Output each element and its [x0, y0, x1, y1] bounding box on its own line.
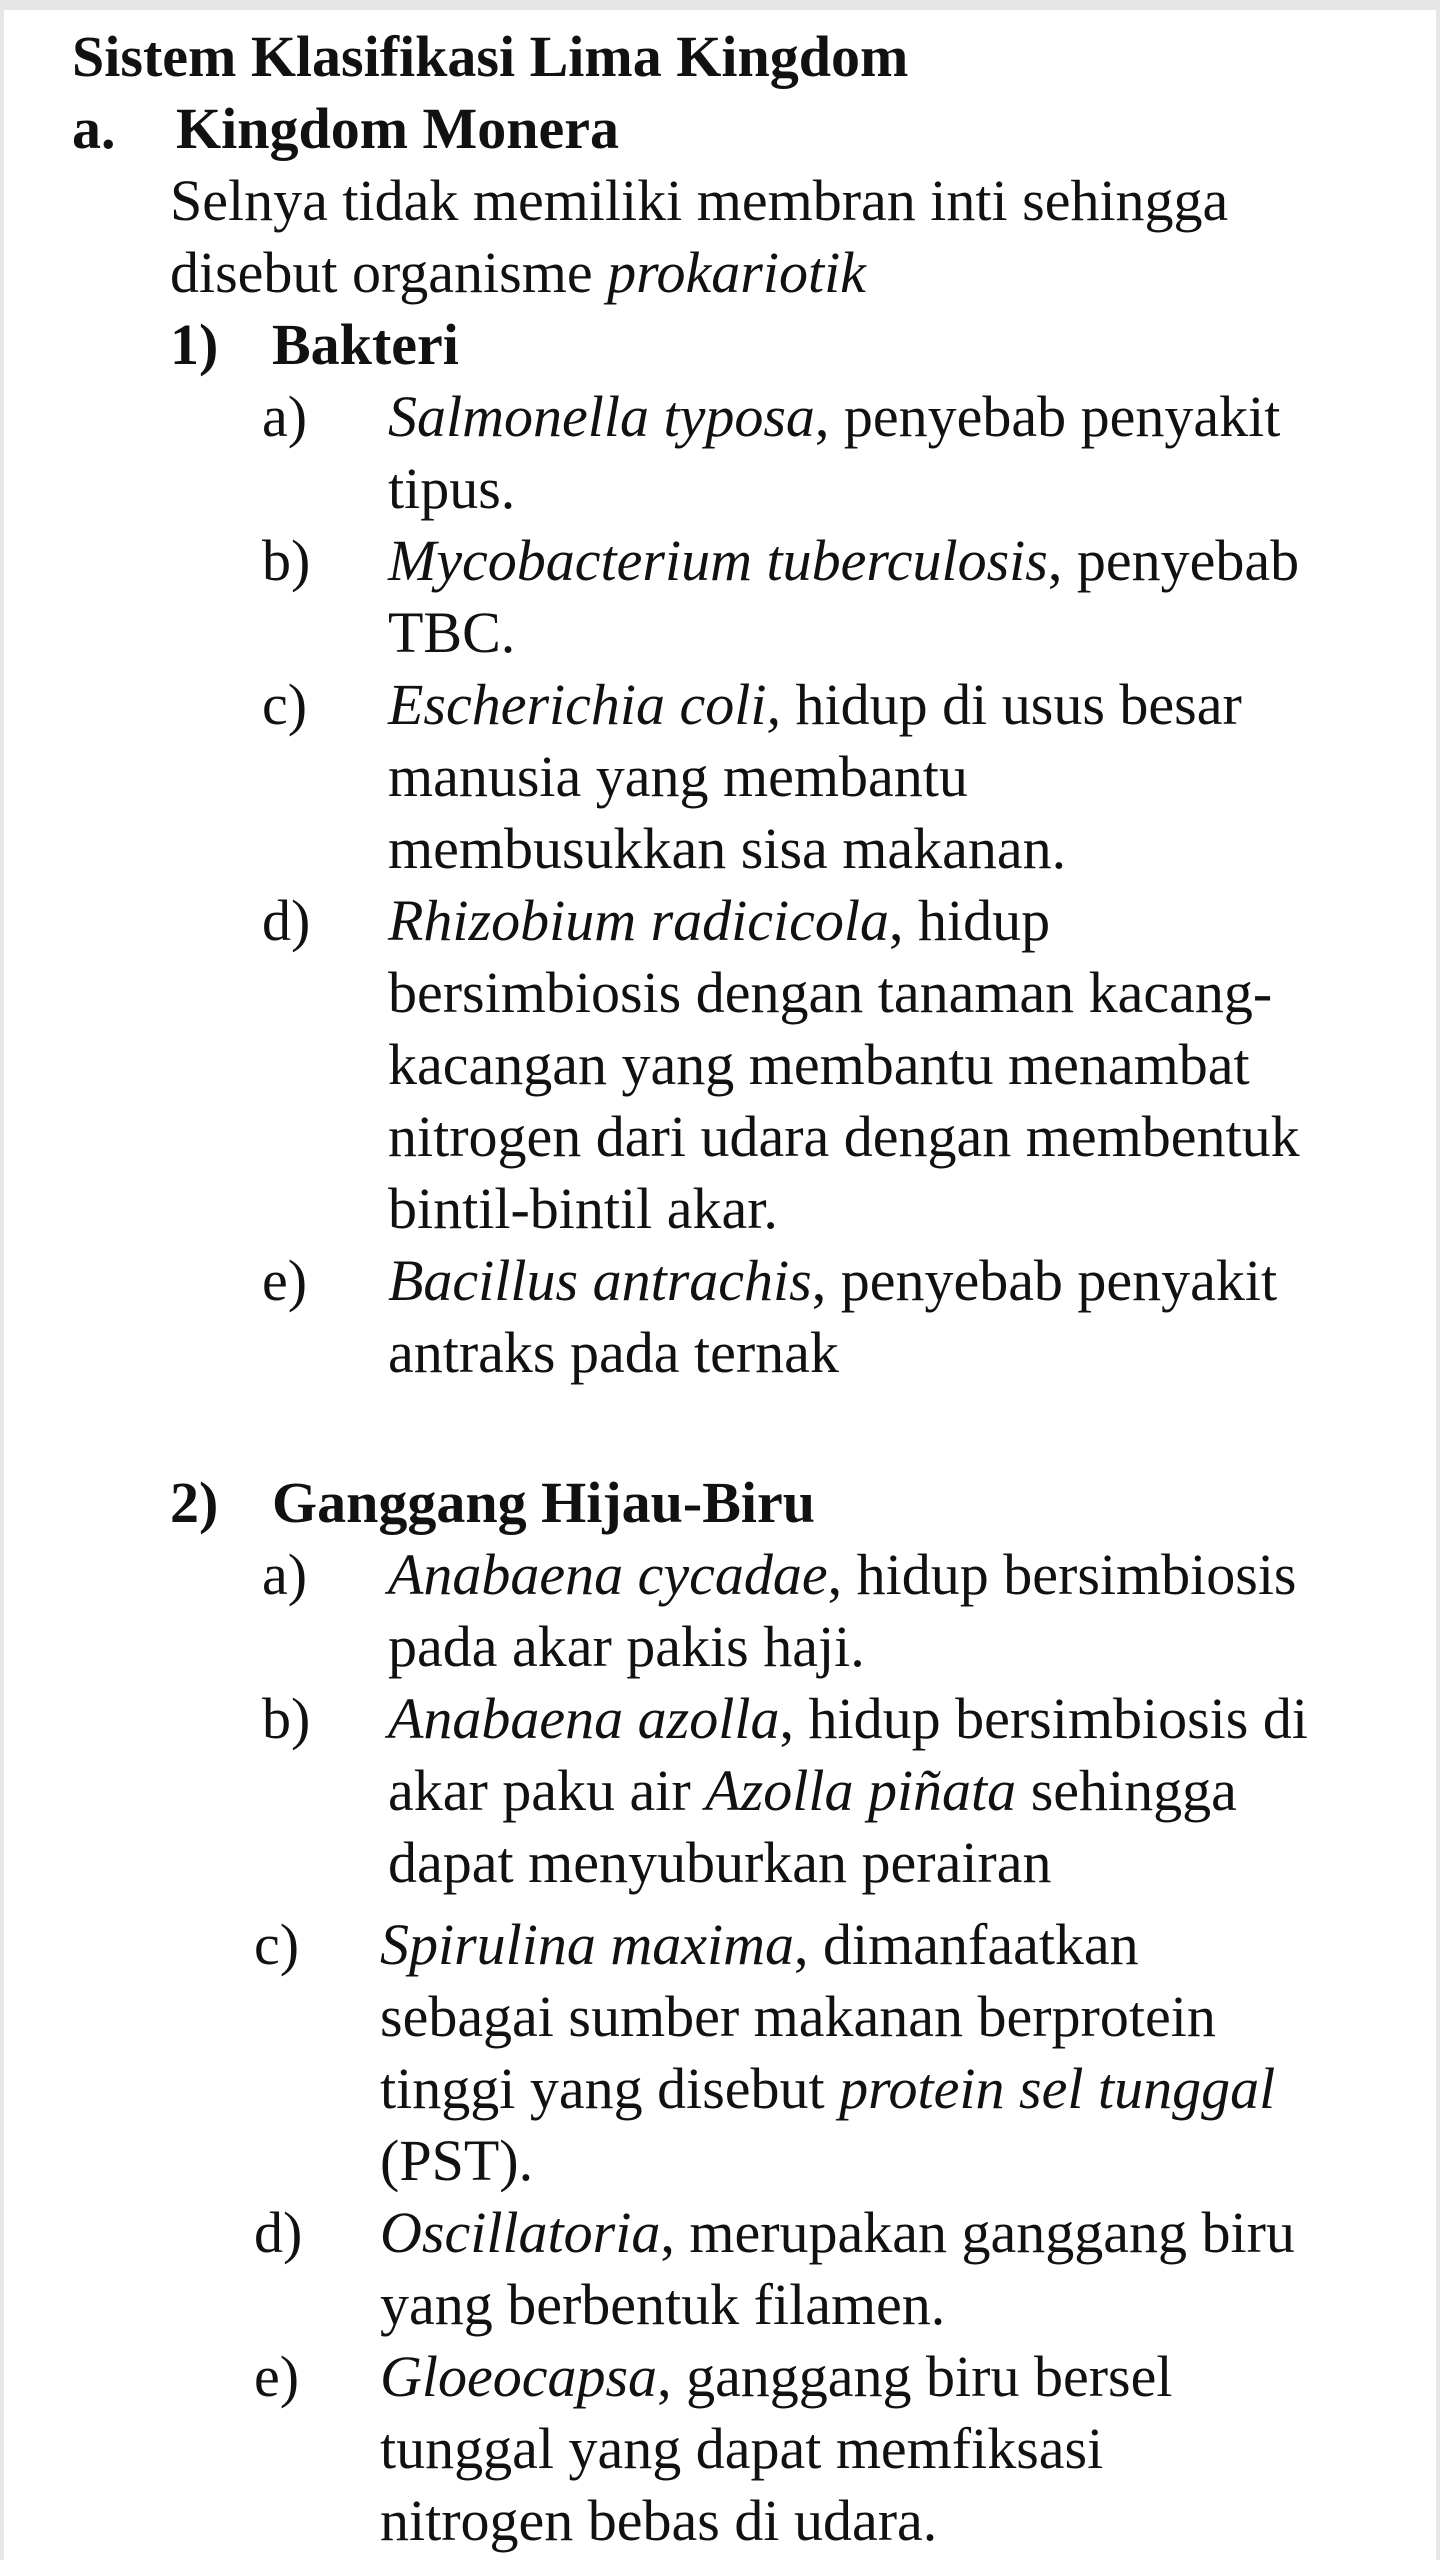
species-name: Spirulina maxima — [380, 1912, 795, 1977]
list-item-text: bintil-bintil akar. — [388, 1176, 778, 1241]
list-item-text: TBC. — [388, 600, 516, 665]
list-item-text: membusukkan sisa makanan. — [388, 816, 1067, 881]
species-name: Gloeocapsa — [380, 2344, 658, 2409]
list-item-marker: d) — [262, 888, 311, 953]
list-item-text: dapat menyuburkan perairan — [388, 1830, 1052, 1895]
list-item-text: Anabaena cycadae, hidup bersimbiosis — [388, 1542, 1297, 1607]
section-marker: a. — [72, 96, 116, 161]
list-item-text: sebagai sumber makanan berprotein — [380, 1984, 1216, 2049]
term: protein sel tunggal — [839, 2056, 1276, 2121]
list-item-text: kacangan yang membantu menambat — [388, 1032, 1250, 1097]
list-item-marker: e) — [254, 2344, 300, 2409]
list-item-text: Rhizobium radicicola, hidup — [388, 888, 1051, 953]
list-item-marker: b) — [262, 1686, 311, 1751]
species-name: Escherichia coli, — [388, 672, 782, 737]
species-name: Anabaena azolla — [388, 1686, 780, 1751]
list-item-text: manusia yang membantu — [388, 744, 968, 809]
list-item-marker: a) — [262, 1542, 308, 1607]
list-item-text: tipus. — [388, 456, 516, 521]
intro-term: prokariotik — [607, 240, 866, 305]
species-name: Salmonella typosa — [388, 384, 815, 449]
list-item-text: Salmonella typosa, penyebab penyakit — [388, 384, 1281, 449]
list-item-marker: b) — [262, 528, 311, 593]
section-heading: Kingdom Monera — [176, 96, 620, 161]
list-item-text: yang berbentuk filamen. — [380, 2272, 946, 2337]
list-item-text: Spirulina maxima, dimanfaatkan — [380, 1912, 1139, 1977]
subsection-heading-bakteri: Bakteri — [272, 312, 459, 377]
intro-line-1: Selnya tidak memiliki membran inti sehingga — [170, 168, 1229, 233]
list-item-text: nitrogen dari udara dengan membentuk — [388, 1104, 1300, 1169]
list-item-marker: a) — [262, 384, 308, 449]
document-title: Sistem Klasifikasi Lima Kingdom — [72, 24, 909, 89]
list-item-text: Oscillatoria, merupakan ganggang biru — [380, 2200, 1295, 2265]
list-item-text: tinggi yang disebut protein sel tunggal — [380, 2056, 1276, 2121]
species-name: Azolla piñata — [705, 1758, 1017, 1823]
subsection-heading-ganggang: Ganggang Hijau-Biru — [272, 1470, 816, 1535]
list-item-marker: d) — [254, 2200, 303, 2265]
list-item-text: Escherichia coli, hidup di usus besar — [388, 672, 1242, 737]
list-item-text: nitrogen bebas di udara. — [380, 2488, 938, 2553]
list-item-text: Anabaena azolla, hidup bersimbiosis di — [388, 1686, 1308, 1751]
species-name: Oscillatoria — [380, 2200, 661, 2265]
species-name: Rhizobium radicicola — [388, 888, 890, 953]
list-item-marker: c) — [254, 1912, 300, 1977]
document-page — [4, 10, 1436, 2560]
subsection-marker-ganggang: 2) — [170, 1470, 219, 1535]
list-item-text: (PST). — [380, 2128, 534, 2193]
intro-line-2: disebut organisme prokariotik — [170, 240, 866, 305]
species-name: Mycobacterium tuberculosis — [388, 528, 1048, 593]
list-item-text: tunggal yang dapat memfiksasi — [380, 2416, 1104, 2481]
list-item-text: antraks pada ternak — [388, 1320, 839, 1385]
subsection-marker-bakteri: 1) — [170, 312, 219, 377]
list-item-marker: e) — [262, 1248, 308, 1313]
list-item-text: pada akar pakis haji. — [388, 1614, 865, 1679]
list-item-marker: c) — [262, 672, 308, 737]
list-item-text: akar paku air Azolla piñata sehingga — [388, 1758, 1237, 1823]
species-name: Bacillus antrachis — [388, 1248, 812, 1313]
species-name: Anabaena cycadae — [388, 1542, 828, 1607]
list-item-text: Mycobacterium tuberculosis, penyebab — [388, 528, 1300, 593]
list-item-text: bersimbiosis dengan tanaman kacang- — [388, 960, 1273, 1025]
list-item-text: Bacillus antrachis, penyebab penyakit — [388, 1248, 1278, 1313]
list-item-text: Gloeocapsa, ganggang biru bersel — [380, 2344, 1173, 2409]
